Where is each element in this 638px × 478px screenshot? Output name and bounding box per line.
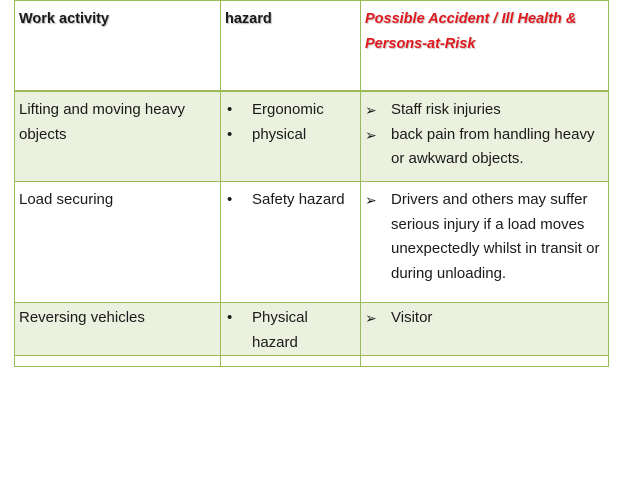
header-work-activity-text: Work activity <box>19 11 109 27</box>
activity-cell <box>15 303 221 356</box>
empty-cell <box>15 356 221 367</box>
activity-text: Reversing vehicles <box>19 309 145 326</box>
hazard-item <box>225 188 356 213</box>
risk-list <box>365 98 604 172</box>
header-hazard <box>221 1 361 92</box>
bullet-icon: • <box>227 191 233 208</box>
hazard-list <box>225 306 356 355</box>
bullet-icon: • <box>227 309 233 326</box>
table-row <box>15 303 609 356</box>
arrow-bullet-icon: ➢ <box>365 126 377 143</box>
hazard-cell <box>221 303 361 356</box>
hazard-text: Ergonomic <box>252 101 324 118</box>
hazard-cell <box>221 182 361 303</box>
risk-text: Staff risk injuries <box>391 101 501 118</box>
arrow-bullet-icon: ➢ <box>365 102 377 118</box>
header-hazard-text: hazard <box>225 11 272 27</box>
bullet-icon: • <box>227 125 233 143</box>
risk-item <box>365 306 604 331</box>
risk-text: Visitor <box>391 309 433 326</box>
activity-text: Load securing <box>19 191 114 208</box>
risk-list <box>365 306 604 331</box>
hazard-table-container <box>14 0 608 367</box>
arrow-bullet-icon: ➢ <box>365 192 377 208</box>
risk-item <box>365 98 604 123</box>
header-work-activity <box>15 1 221 92</box>
risk-cell <box>361 182 609 303</box>
activity-text: Lifting and moving heavy objects <box>19 101 185 143</box>
arrow-bullet-icon: ➢ <box>365 310 377 326</box>
hazard-cell <box>221 91 361 182</box>
hazard-table <box>14 0 609 367</box>
hazard-item <box>225 123 356 148</box>
risk-cell <box>361 303 609 356</box>
activity-cell <box>15 91 221 182</box>
empty-cell <box>221 356 361 367</box>
bullet-icon: • <box>227 101 233 118</box>
table-row-empty <box>15 356 609 367</box>
risk-text: back pain from handling heavy or awkward objects. <box>391 125 595 167</box>
risk-text: Drivers and others may suffer serious injury if a load moves unexpectedly whilst in transit or during unloading. <box>391 191 600 282</box>
hazard-list <box>225 188 356 213</box>
header-possible-accident-text: Possible Accident / Ill Health & Persons-at-Risk <box>365 11 577 52</box>
activity-cell <box>15 182 221 303</box>
hazard-text: Physical hazard <box>252 309 308 351</box>
risk-list <box>365 188 604 286</box>
table-header-row <box>15 1 609 92</box>
empty-cell <box>361 356 609 367</box>
risk-item <box>365 123 604 172</box>
hazard-item <box>225 306 356 355</box>
risk-cell <box>361 91 609 182</box>
risk-item <box>365 188 604 286</box>
table-row <box>15 182 609 303</box>
hazard-text: Safety hazard <box>252 191 345 208</box>
hazard-list <box>225 98 356 147</box>
header-possible-accident <box>361 1 609 92</box>
hazard-text: physical <box>252 125 307 143</box>
hazard-item <box>225 98 356 123</box>
table-row <box>15 91 609 182</box>
